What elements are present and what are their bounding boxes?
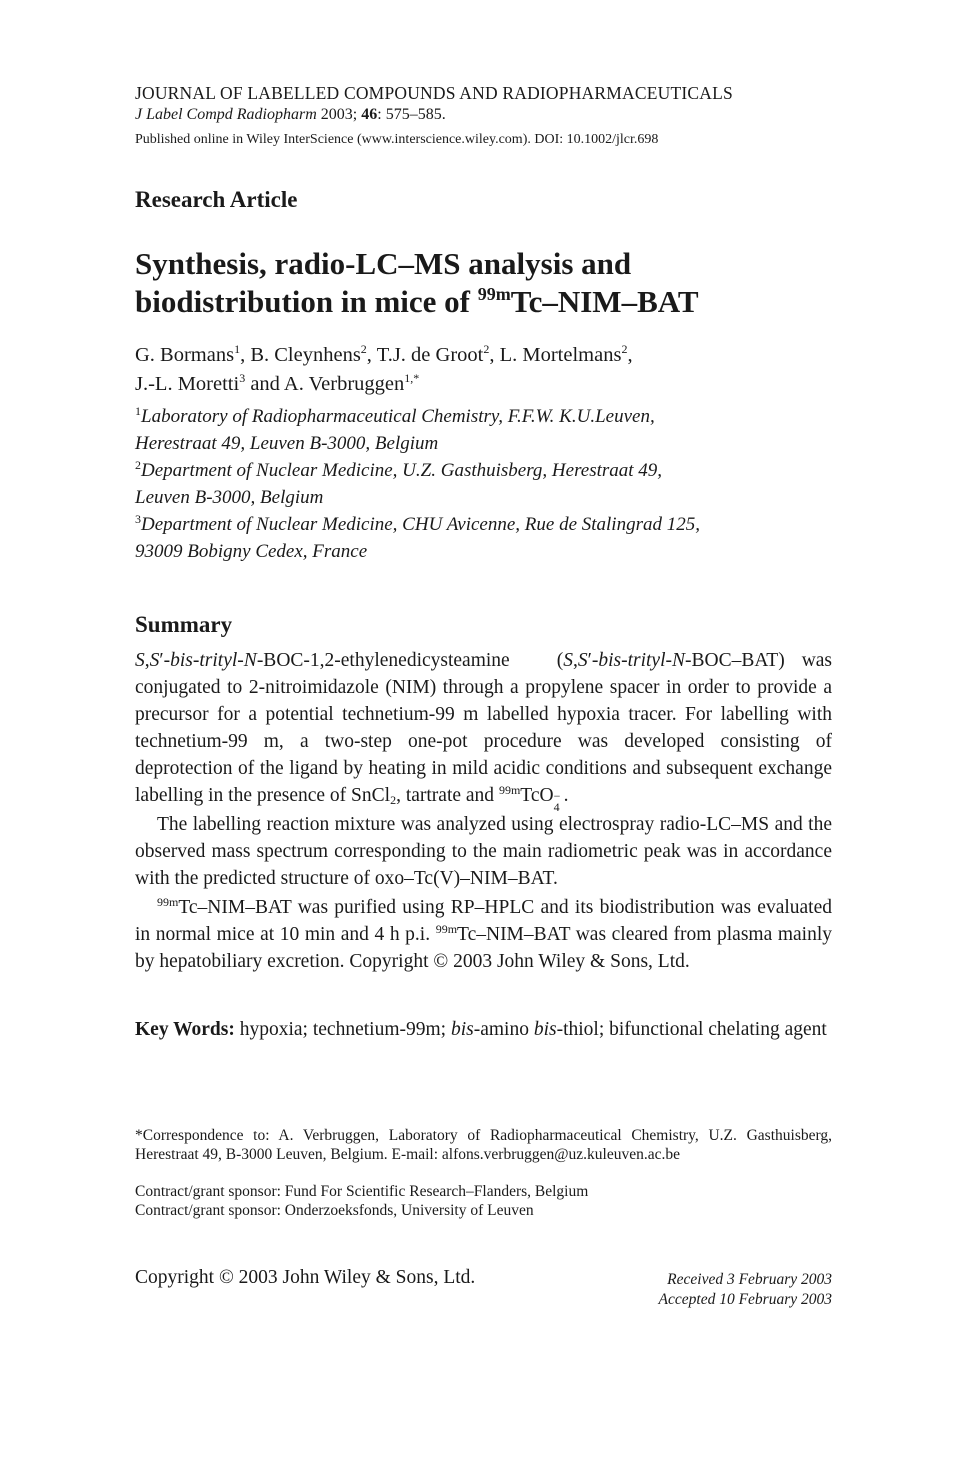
affiliation-item (135, 457, 700, 511)
keywords-text: bis (533, 1019, 557, 1040)
summary-text: Tc–NIM–BAT was cleared from plasma mainly by hepatobiliary excretion. Copyright © 2003 John Wiley & Sons, Ltd. (135, 924, 832, 972)
citation-year: 2003 (320, 106, 353, 123)
author-separator: , (240, 344, 251, 366)
superscript: − (553, 789, 561, 803)
summary-text: -BOC-1,2-ethylenedicysteamine (256, 650, 510, 671)
published-online-line: Published online in Wiley InterScience (www.interscience.wiley.com). DOI: 10.1002/jlcr.698 (135, 132, 659, 147)
author-affiliation-mark: 2 (621, 342, 628, 356)
author-name: J.-L. Moretti (135, 373, 240, 395)
affiliation-number: 2 (135, 458, 141, 472)
summary-body (135, 647, 832, 975)
summary-text: -BOC–BAT) (685, 650, 785, 671)
affiliation-text: Leuven B-3000, Belgium (135, 487, 324, 508)
summary-text: . (563, 785, 569, 806)
affiliation-text: 93009 Bobigny Cedex, France (135, 541, 368, 562)
author-separator: and (245, 373, 284, 395)
affiliation-item (135, 511, 700, 565)
author-separator: , (489, 344, 500, 366)
summary-heading: Summary (135, 612, 233, 637)
grant-sponsors (135, 1182, 588, 1220)
title-line-1: Synthesis, radio-LC–MS analysis and (135, 246, 632, 281)
affiliation-number: 1 (135, 404, 141, 418)
journal-name: JOURNAL OF LABELLED COMPOUNDS AND RADIOPHARMACEUTICALS (135, 83, 733, 103)
author-affiliation-mark (404, 371, 419, 385)
affiliation-list (135, 403, 700, 565)
grant-sponsor: Contract/grant sponsor: Onderzoeksfonds, University of Leuven (135, 1202, 534, 1219)
article-title (135, 245, 699, 321)
author-name: B. Cleynhens (250, 344, 361, 366)
title-isotope-superscript: 99m (477, 284, 511, 304)
affiliation-text: Laboratory of Radiopharmaceutical Chemistry, F.F.W. K.U.Leuven, (141, 406, 655, 427)
affiliation-text: Department of Nuclear Medicine, CHU Avicenne, Rue de Stalingrad 125, (141, 514, 700, 535)
summary-text: -bis-trityl- (163, 650, 244, 671)
superscript: 99m (435, 922, 458, 936)
corresponding-author-mark: * (413, 371, 420, 385)
author-name: G. Bormans (135, 344, 235, 366)
superscript: 99m (157, 895, 179, 909)
article-type: Research Article (135, 187, 298, 212)
summary-paragraph: S,S′-bis-trityl-N-BOC-1,2-ethylenedicysteamine (S,S′-bis-trityl-N-BOC–BAT) was conjugated to 2-nitroimidazole (NIM) through a propylene spacer in order to provide a precursor for a potential technetium-99 m labelled hypoxia tracer. For labelling with technetium-99 m, a two-step one-pot procedure was developed consisting of deprotection of the ligand by heating in mild acidic conditions and subsequent exchange labelling in the presence of SnCl$_2$, tartrate and $^{99m}$TcO − 4 . (135, 647, 832, 809)
keywords-label: Key Words: (135, 1019, 235, 1040)
author-affiliation-mark: 2 (483, 342, 490, 356)
copyright-notice: Copyright © 2003 John Wiley & Sons, Ltd. (135, 1267, 476, 1288)
keywords-text: bis (450, 1019, 474, 1040)
author-separator: , (627, 344, 633, 366)
title-line-2-suffix: Tc–NIM–BAT (510, 284, 699, 319)
received-date: Received 3 February 2003 (667, 1271, 832, 1288)
author-list (135, 341, 633, 399)
summary-text: was conjugated to 2-nitroimidazole (NIM) through a propylene spacer in order to provide a precursor for a potential technetium-99 m labelled hypoxia tracer. For labelling with technetium-99 m, a two-step one-pot procedure was developed consisting of deprotection of the ligand by heating in mild acidic conditions and subsequent exchange labelling in the presence of SnCl (135, 650, 833, 806)
title-line-2-prefix: biodistribution in mice of (135, 284, 478, 319)
charge-stack (553, 789, 564, 814)
keywords-text: hypoxia; technetium-99m; (234, 1019, 451, 1040)
summary-paragraph: The labelling reaction mixture was analyzed using electrospray radio-LC–MS and the observed mass spectrum corresponding to the main radiometric peak was in accordance with the predicted structure of oxo–Tc(V)–NIM–BAT. (135, 814, 832, 889)
author-affiliation-number: 1, (404, 371, 414, 385)
grant-sponsor: Contract/grant sponsor: Fund For Scientific Research–Flanders, Belgium (135, 1183, 589, 1200)
keywords-text: -thiol; bifunctional chelating agent (556, 1019, 827, 1040)
citation-line: J Label Compd Radiopharm 2003; 46: 575–585. (135, 106, 446, 123)
summary-paragraph (135, 894, 832, 975)
author-separator: , (366, 344, 377, 366)
summary-text: TcO (520, 785, 554, 806)
subscript: 4 (553, 800, 560, 814)
received-accepted-dates (659, 1270, 832, 1310)
summary-text: -bis-trityl- (591, 650, 672, 671)
author-affiliation-mark: 2 (360, 342, 367, 356)
author-affiliation-mark: 3 (239, 371, 246, 385)
author-name: T.J. de Groot (376, 344, 484, 366)
affiliation-number: 3 (135, 512, 141, 526)
citation-volume: 46 (361, 106, 378, 123)
author-affiliation-mark: 1 (234, 342, 241, 356)
accepted-date: Accepted 10 February 2003 (658, 1291, 832, 1308)
superscript: 99m (498, 783, 521, 797)
subscript: 2 (390, 793, 397, 807)
keywords-text: -amino (473, 1019, 534, 1040)
affiliation-text: Herestraat 49, Leuven B-3000, Belgium (135, 433, 439, 454)
author-name: A. Verbruggen (283, 373, 405, 395)
correspondence-note: *Correspondence to: A. Verbruggen, Laboratory of Radiopharmaceutical Chemistry, U.Z. Gasthuisberg, Herestraat 49, B-3000 Leuven, Belgium. E-mail: alfons.verbruggen@uz.kuleuven.ac.be (135, 1127, 832, 1163)
keywords (135, 1016, 832, 1043)
journal-abbrev: J Label Compd Radiopharm (135, 106, 317, 123)
citation-pages: 575–585. (385, 106, 446, 123)
affiliation-text: Department of Nuclear Medicine, U.Z. Gasthuisberg, Herestraat 49, (141, 460, 663, 481)
author-name: L. Mortelmans (499, 344, 622, 366)
summary-text: Tc–NIM–BAT was purified using RP–HPLC and its biodistribution was evaluated in normal mice at 10 min and 4 h p.i. (135, 897, 832, 945)
summary-text: , tartrate and (396, 785, 499, 806)
affiliation-item (135, 403, 700, 457)
